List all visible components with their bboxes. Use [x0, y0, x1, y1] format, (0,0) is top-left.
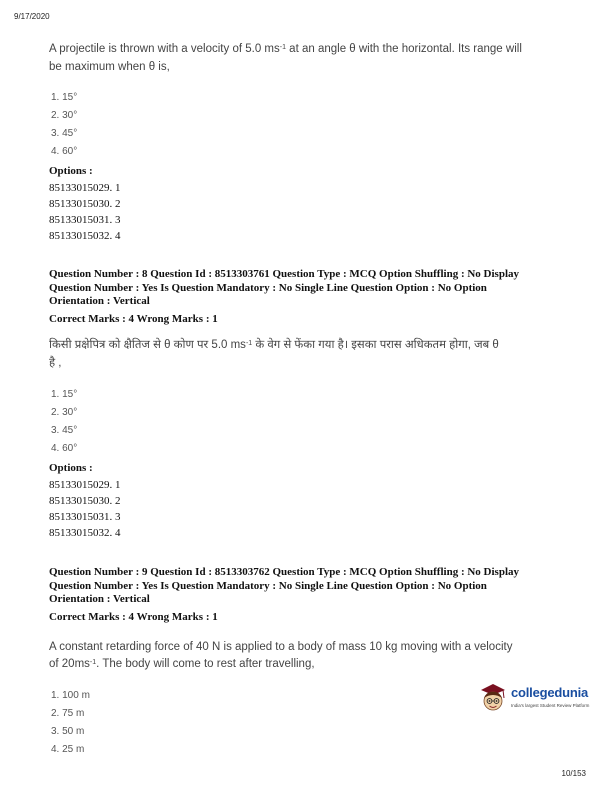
q8-options-label: Options : [49, 462, 93, 474]
q8-meta-line-2: Question Number : Yes Is Question Mandatory : No Single Line Question Option : No Option [49, 281, 487, 294]
q9-meta [49, 566, 579, 607]
q7-option-code-4: 85133015032. 4 [49, 230, 121, 242]
print-date: 9/17/2020 [14, 12, 50, 21]
q9-option-3: 3. 50 m [51, 726, 85, 737]
q7-options-label: Options : [49, 165, 93, 177]
q8-option-3: 3. 45° [51, 425, 78, 436]
q8-meta [49, 268, 579, 309]
q8-meta-line-1: Question Number : 8 Question Id : 8513303761 Question Type : MCQ Option Shuffling : No Display [49, 268, 520, 280]
q9-superscript: -1 [89, 659, 97, 666]
q7-option-codes [49, 180, 121, 244]
q9-meta-line-1: Question Number : 9 Question Id : 8513303762 Question Type : MCQ Option Shuffling : No Display [49, 566, 520, 578]
q7-option-code-2: 85133015030. 2 [49, 198, 121, 210]
q7-option-3: 3. 45° [51, 128, 78, 139]
q8-option-codes [49, 477, 121, 541]
q7-option-code-1: 85133015029. 1 [49, 182, 121, 194]
q7-superscript: -1 [279, 44, 286, 51]
q7-text-part-c: be maximum when θ is, [49, 61, 170, 73]
q7-option-1: 1. 15° [51, 92, 78, 103]
mascot-icon [478, 681, 508, 715]
q8-option-code-2: 85133015030. 2 [49, 495, 121, 507]
q8-text-part-a: किसी प्रक्षेपित्र को क्षैतिज से θ कोण पर 5.0 ms [49, 339, 246, 351]
q7-option-code-3: 85133015031. 3 [49, 214, 121, 226]
q7-question-text [49, 41, 522, 76]
q7-option-list [51, 89, 77, 161]
q9-option-4: 4. 25 m [51, 744, 85, 755]
q8-question-text [49, 337, 499, 372]
q9-marks: Correct Marks : 4 Wrong Marks : 1 [49, 611, 218, 623]
q8-option-1: 1. 15° [51, 389, 78, 400]
q9-text-part-a: A constant retarding force of 40 N is applied to a body of mass 10 kg moving with a velocity [49, 641, 513, 653]
q8-option-4: 4. 60° [51, 443, 78, 454]
q8-text-part-c: है , [49, 357, 62, 369]
q9-text-part-b: of 20ms [49, 658, 90, 670]
q8-meta-line-3: Orientation : Vertical [49, 295, 150, 307]
q8-option-2: 2. 30° [51, 407, 78, 418]
q9-option-2: 2. 75 m [51, 708, 85, 719]
q8-option-code-4: 85133015032. 4 [49, 527, 121, 539]
q9-meta-line-3: Orientation : Vertical [49, 593, 150, 605]
q9-text-part-c: . The body will come to rest after travelling, [96, 658, 315, 670]
q7-option-2: 2. 30° [51, 110, 78, 121]
q9-meta-line-2: Question Number : Yes Is Question Mandatory : No Single Line Question Option : No Option [49, 579, 487, 592]
page-number: 10/153 [561, 769, 586, 778]
collegedunia-logo [478, 681, 588, 715]
q9-question-text [49, 639, 512, 674]
logo-wordmark: collegedunia [511, 685, 589, 700]
q7-text-part-b: at an angle θ with the horizontal. Its range will [285, 43, 522, 55]
q8-option-list [51, 386, 77, 458]
q9-option-1: 1. 100 m [51, 690, 90, 701]
q8-superscript: -1 [245, 340, 253, 347]
q9-option-list [51, 687, 90, 759]
q8-marks: Correct Marks : 4 Wrong Marks : 1 [49, 313, 218, 325]
q7-text-part-a: A projectile is thrown with a velocity of 5.0 ms [49, 43, 280, 55]
q8-option-code-1: 85133015029. 1 [49, 479, 121, 491]
q7-option-4: 4. 60° [51, 146, 78, 157]
q8-text-part-b: के वेग से फेंका गया है। इसका परास अधिकतम होगा, जब θ [252, 339, 499, 351]
q8-option-code-3: 85133015031. 3 [49, 511, 121, 523]
logo-tagline: India's largest Student Review Platform [511, 703, 590, 708]
